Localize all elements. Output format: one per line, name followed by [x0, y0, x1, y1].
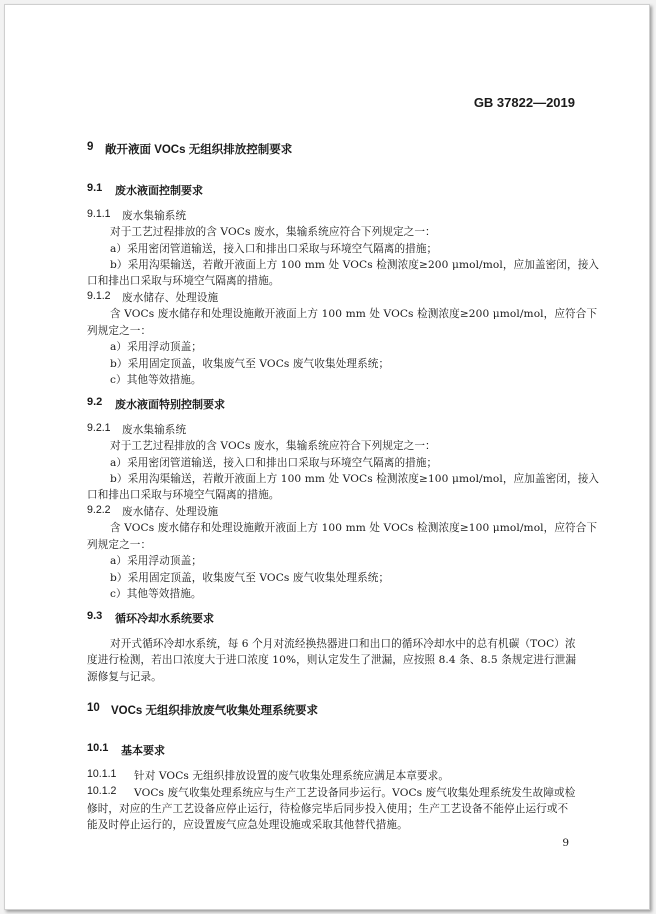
section-9-2-2-number: 9.2.2 [87, 504, 111, 516]
section-9-1-title: 废水液面控制要求 [115, 185, 203, 197]
section-9-1-1-title: 废水集输系统 [122, 210, 187, 222]
section-9-3-number: 9.3 [87, 610, 103, 622]
section-9-2-1-title: 废水集输系统 [122, 424, 187, 436]
section-10-1-title: 基本要求 [121, 745, 165, 757]
paragraph-continuation: 列规定之一： [87, 539, 152, 551]
paragraph: 含 VOCs 废水储存和处理设施敞开液面上方 100 mm 处 VOCs 检测浓度≥100 μmol/mol，应符合下 [110, 522, 598, 534]
list-item: a）采用密闭管道输送，接入口和排出口采取与环境空气隔离的措施； [110, 457, 438, 469]
paragraph: 含 VOCs 废水储存和处理设施敞开液面上方 100 mm 处 VOCs 检测浓度≥200 μmol/mol，应符合下 [110, 308, 598, 320]
section-9-3-title: 循环冷却水系统要求 [115, 613, 214, 625]
paragraph-continuation: 修时，对应的生产工艺设备应停止运行，待检修完毕后同步投入使用；生产工艺设备不能停止运行或不 [87, 803, 569, 815]
section-10-1-2-number: 10.1.2 [87, 785, 117, 797]
section-9-2-2-title: 废水储存、处理设施 [122, 506, 219, 518]
section-9-1-number: 9.1 [87, 182, 103, 194]
section-9-2-1-number: 9.2.1 [87, 422, 111, 434]
section-10-title: VOCs 无组织排放废气收集处理系统要求 [111, 705, 319, 717]
section-9-title: 敞开液面 VOCs 无组织排放控制要求 [105, 144, 293, 156]
section-10-1-number: 10.1 [87, 742, 109, 754]
paragraph: 对开式循环冷却水系统，每 6 个月对流经换热器进口和出口的循环冷却水中的总有机碳（TOC）浓 [110, 638, 576, 650]
document-page [4, 4, 650, 910]
standard-number: GB 37822—2019 [473, 95, 575, 110]
list-item-continuation: 口和排出口采取与环境空气隔离的措施。 [87, 489, 280, 501]
section-9-1-2-number: 9.1.2 [87, 290, 111, 302]
section-9-1-2-title: 废水储存、处理设施 [122, 292, 219, 304]
paragraph-continuation: 列规定之一： [87, 325, 152, 337]
list-item: a）采用浮动顶盖； [110, 555, 202, 567]
paragraph-continuation: 度进行检测，若出口浓度大于进口浓度 10%，则认定发生了泄漏，应按照 8.4 条、8.5 条规定进行泄漏 [87, 654, 577, 666]
list-item: b）采用固定顶盖，收集废气至 VOCs 废气收集处理系统； [110, 572, 390, 584]
list-item: c）其他等效措施。 [110, 374, 202, 386]
section-9-number: 9 [87, 141, 94, 153]
paragraph: 针对 VOCs 无组织排放设置的废气收集处理系统应满足本章要求。 [134, 770, 450, 782]
section-9-2-title: 废水液面特别控制要求 [115, 399, 225, 411]
paragraph: VOCs 废气收集处理系统应与生产工艺设备同步运行。VOCs 废气收集处理系统发生故障或检 [134, 787, 576, 799]
paragraph-continuation: 能及时停止运行的，应设置废气应急处理设施或采取其他替代措施。 [87, 819, 408, 831]
section-10-1-1-number: 10.1.1 [87, 768, 117, 780]
list-item: a）采用密闭管道输送，接入口和排出口采取与环境空气隔离的措施； [110, 243, 438, 255]
paragraph-continuation: 源修复与记录。 [87, 671, 162, 683]
section-9-2-number: 9.2 [87, 396, 103, 408]
list-item: a）采用浮动顶盖； [110, 341, 202, 353]
list-item: b）采用沟渠输送，若敞开液面上方 100 mm 处 VOCs 检测浓度≥100 μmol/mol，应加盖密闭，接入 [110, 473, 600, 485]
list-item: b）采用固定顶盖，收集废气至 VOCs 废气收集处理系统； [110, 358, 390, 370]
list-item-continuation: 口和排出口采取与环境空气隔离的措施。 [87, 275, 280, 287]
list-item: c）其他等效措施。 [110, 588, 202, 600]
section-10-number: 10 [87, 702, 100, 714]
page-number: 9 [562, 837, 569, 849]
paragraph: 对于工艺过程排放的含 VOCs 废水，集输系统应符合下列规定之一： [110, 226, 436, 238]
list-item: b）采用沟渠输送，若敞开液面上方 100 mm 处 VOCs 检测浓度≥200 μmol/mol，应加盖密闭，接入 [110, 259, 600, 271]
paragraph: 对于工艺过程排放的含 VOCs 废水，集输系统应符合下列规定之一： [110, 440, 436, 452]
section-9-1-1-number: 9.1.1 [87, 208, 111, 220]
